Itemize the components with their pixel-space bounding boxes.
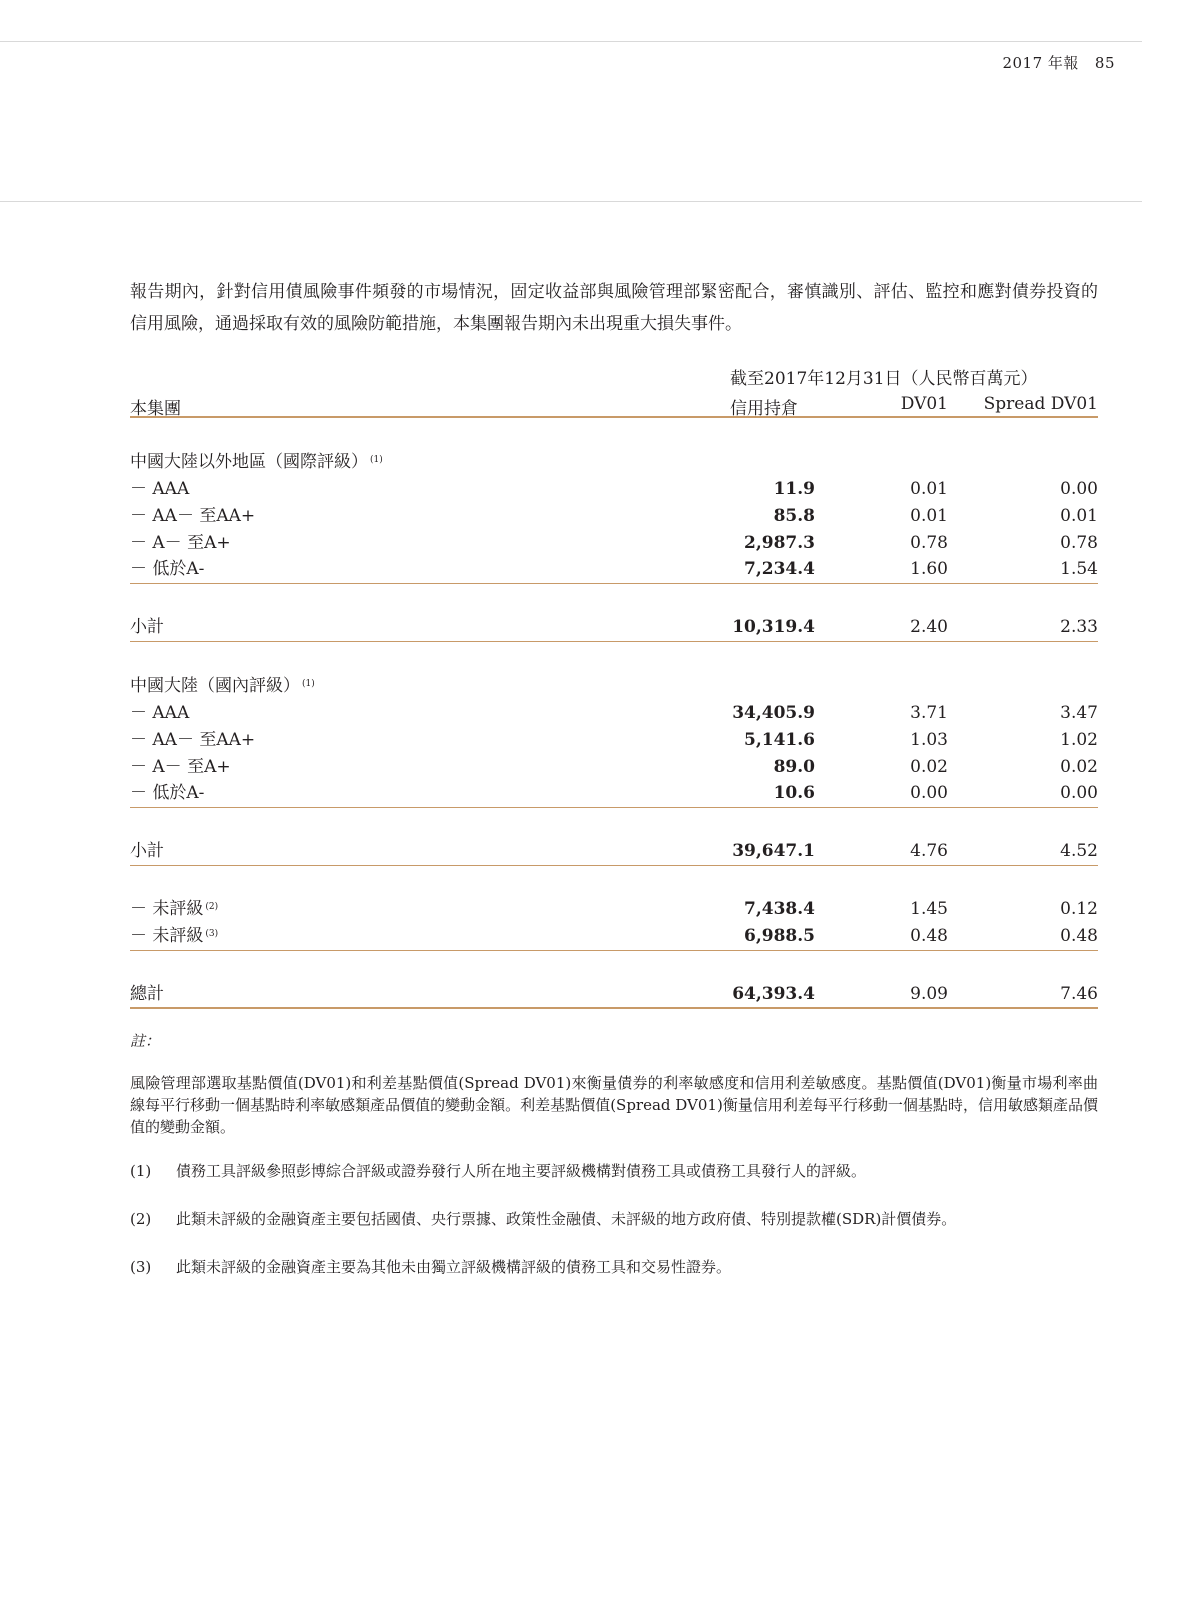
table-row: － AAA 11.9 0.01 0.00 [130, 479, 1098, 499]
header-rule-top [0, 41, 1142, 42]
annual-report-label: 2017 年報 [1002, 54, 1079, 72]
subtotal-row-domestic: 小計 39,647.1 4.76 4.52 [130, 838, 1098, 866]
footnote-2: (2) 此類未評級的金融資產主要包括國債、央行票據、政策性金融債、未評級的地方政府債、特別提款權(SDR)計價債券。 [130, 1210, 957, 1228]
section-title-international: 中國大陸以外地區（國際評級） $^{(1)}$ [130, 452, 383, 472]
total-row: 總計 64,393.4 9.09 7.46 [130, 981, 1098, 1010]
footnote-ref: (3) [205, 928, 219, 939]
footnote-3: (3) 此類未評級的金融資產主要為其他未由獨立評級機構評級的債務工具和交易性證券。 [130, 1258, 732, 1276]
table-row: － AA－ 至AA+ 85.8 0.01 0.01 [130, 505, 1098, 526]
footnote-ref: (1) [370, 455, 383, 465]
notes-title: 註： [130, 1032, 161, 1050]
table-row: － AA－ 至AA+ 5,141.6 1.03 1.02 [130, 729, 1098, 750]
table-header [130, 364, 1098, 418]
table-row: － A－ 至A+ 2,987.3 0.78 0.78 [130, 532, 1098, 553]
column-header-spread-dv01: Spread DV01 [983, 394, 1098, 414]
page-header [1002, 52, 1115, 73]
notes-paragraph: 風險管理部選取基點價值(DV01)和利差基點價值(Spread DV01)來衡量債券的利率敏感度和信用利差敏感度。基點價值(DV01)衡量市場利率曲線每平行移動一個基點時利率敏感類產品價值的變動金額。利差基點價值(Spread DV01)衡量信用利差每平行移動一個基點時，信用敏感類產品價值的變動金額。 [130, 1074, 1098, 1136]
column-header-group: 本集團 [130, 399, 181, 419]
unrated-row: － 未評級 $^{(3)}$ 6,988.5 0.48 0.48 [130, 923, 1098, 951]
credit-exposure-table [130, 364, 1098, 1009]
section-title-domestic: 中國大陸（國內評級） $^{(1)}$ [130, 675, 315, 696]
page-number: 85 [1094, 54, 1115, 72]
table-row: － 低於A- 10.6 0.00 0.00 [130, 780, 1098, 808]
header-rule-bottom [0, 201, 1142, 202]
footnote-1: (1) 債務工具評級參照彭博綜合評級或證券發行人所在地主要評級機構對債務工具或債務工具發行人的評級。 [130, 1162, 867, 1180]
unrated-row: － 未評級 $^{(2)}$ 7,438.4 1.45 0.12 [130, 898, 1098, 919]
table-row: － 低於A- 7,234.4 1.60 1.54 [130, 556, 1098, 584]
intro-paragraph: 報告期內，針對信用債風險事件頻發的市場情況，固定收益部與風險管理部緊密配合，審慎識別、評估、監控和應對債券投資的信用風險，通過採取有效的風險防範措施，本集團報告期內未出現重大損失事件。 [130, 282, 1098, 334]
column-header-dv01: DV01 [900, 394, 948, 414]
footnote-ref: (1) [302, 678, 315, 689]
table-row: － A－ 至A+ 89.0 0.02 0.02 [130, 756, 1098, 777]
date-header: 截至2017年12月31日（人民幣百萬元） [730, 369, 1038, 389]
column-header-credit: 信用持倉 [730, 399, 798, 419]
table-row: － AAA 34,405.9 3.71 3.47 [130, 702, 1098, 723]
notes-section [130, 1030, 1098, 1304]
footnote-ref: (2) [205, 901, 219, 912]
subtotal-row-international: 小計 10,319.4 2.40 2.33 [130, 614, 1098, 642]
